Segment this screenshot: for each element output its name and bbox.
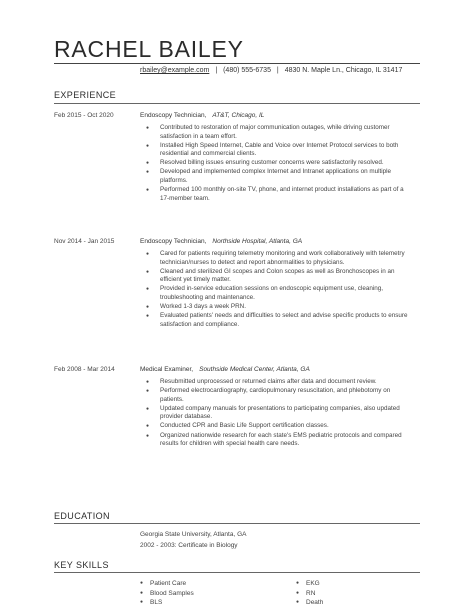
- job-bullet: ● Contributed to restoration of major communication outages, while driving customer satisfaction in a team effort.: [146, 124, 408, 141]
- contact-separator: |: [276, 67, 279, 74]
- job-bullets: [146, 378, 408, 449]
- job-dates: Nov 2014 - Jan 2015: [54, 238, 115, 245]
- job-title-line: [140, 112, 264, 119]
- job-bullet: ● Organized nationwide research for each state's EMS pediatric protocols and compared results for children with special health care needs.: [146, 432, 408, 449]
- job-title: Endoscopy Technician,: [140, 112, 207, 119]
- job-bullet: ● Conducted CPR and Basic Life Support certification classes.: [146, 422, 408, 431]
- job-bullet: ● Performed electrocardiography, cardiopulmonary resuscitation, and phlebotomy on patients.: [146, 387, 408, 404]
- skill-item: ● EKG: [296, 579, 323, 589]
- job-title: Endoscopy Technician,: [140, 238, 207, 245]
- skill-item: ● Patient Care: [140, 579, 194, 589]
- job-bullet: ● Cared for patients requiring telemetry monitoring and work collaboratively with telemetry technician/nurses to detect and report abnormalities to physicians.: [146, 250, 408, 267]
- job-employer: Southside Medical Center, Atlanta, GA: [199, 366, 310, 373]
- job-bullet: ● Developed and implemented complex Internet and Intranet applications on multiple platforms.: [146, 168, 408, 185]
- phone-number: (480) 555-6735: [223, 67, 271, 74]
- job-bullet: ● Resolved billing issues ensuring customer concerns were satisfactorily resolved.: [146, 159, 408, 168]
- job-bullet: ● Updated company manuals for presentations to participating companies, also updated provider database.: [146, 405, 408, 422]
- job-bullet: ● Evaluated patients' needs and difficulties to select and advise specific products to ensure satisfaction and compliance.: [146, 312, 408, 329]
- contact-line: [140, 67, 402, 74]
- job-bullet: ● Worked 1-3 days a week PRN.: [146, 303, 408, 312]
- section-divider-education: [54, 523, 420, 524]
- section-divider-skills: [54, 572, 420, 573]
- section-title-education: EDUCATION: [54, 511, 110, 521]
- job-bullet: ● Provided in-service education sessions on endoscopic equipment use, cleaning, troubleshooting and maintenance.: [146, 285, 408, 302]
- job-dates: Feb 2008 - Mar 2014: [54, 366, 115, 373]
- job-title-line: [140, 366, 310, 373]
- education-school: Georgia State University, Atlanta, GA: [140, 531, 247, 538]
- skill-item: ● Blood Samples: [140, 589, 194, 599]
- skill-item: ● Death: [296, 598, 323, 608]
- section-divider-experience: [54, 103, 420, 104]
- section-title-skills: KEY SKILLS: [54, 560, 109, 570]
- job-employer: AT&T, Chicago, IL: [212, 112, 265, 119]
- skill-item: ● BLS: [140, 598, 194, 608]
- job-employer: Northside Hospital, Atlanta, GA: [212, 238, 303, 245]
- job-bullet: ● Performed 100 monthly on-site TV, phone, and internet product installations as part of a 17-member team.: [146, 186, 408, 203]
- job-bullet: ● Installed High Speed Internet, Cable and Voice over Internet Protocol services to both residential and commercial clients.: [146, 142, 408, 159]
- job-dates: Feb 2015 - Oct 2020: [54, 112, 114, 119]
- skill-item: ● RN: [296, 589, 323, 599]
- job-title: Medical Examiner,: [140, 366, 194, 373]
- email-link[interactable]: rbailey@example.com: [140, 67, 210, 74]
- candidate-name: RACHEL BAILEY: [54, 36, 244, 62]
- name-divider: [54, 63, 420, 64]
- job-bullet: ● Cleaned and sterilized GI scopes and Colon scopes as well as Bronchoscopes in an efficient yet timely matter.: [146, 268, 408, 285]
- job-bullets: [146, 124, 408, 204]
- education-degree: 2002 - 2003: Certificate in Biology: [140, 542, 238, 549]
- address: 4830 N. Maple Ln., Chicago, IL 31417: [284, 67, 403, 74]
- section-title-experience: EXPERIENCE: [54, 90, 117, 100]
- job-bullets: [146, 250, 408, 330]
- skills-list-right: [296, 579, 323, 608]
- job-title-line: [140, 238, 302, 245]
- job-bullet: ● Resubmitted unprocessed or returned claims after data and document review.: [146, 378, 408, 387]
- contact-separator: |: [215, 67, 218, 74]
- skills-list-left: [140, 579, 194, 608]
